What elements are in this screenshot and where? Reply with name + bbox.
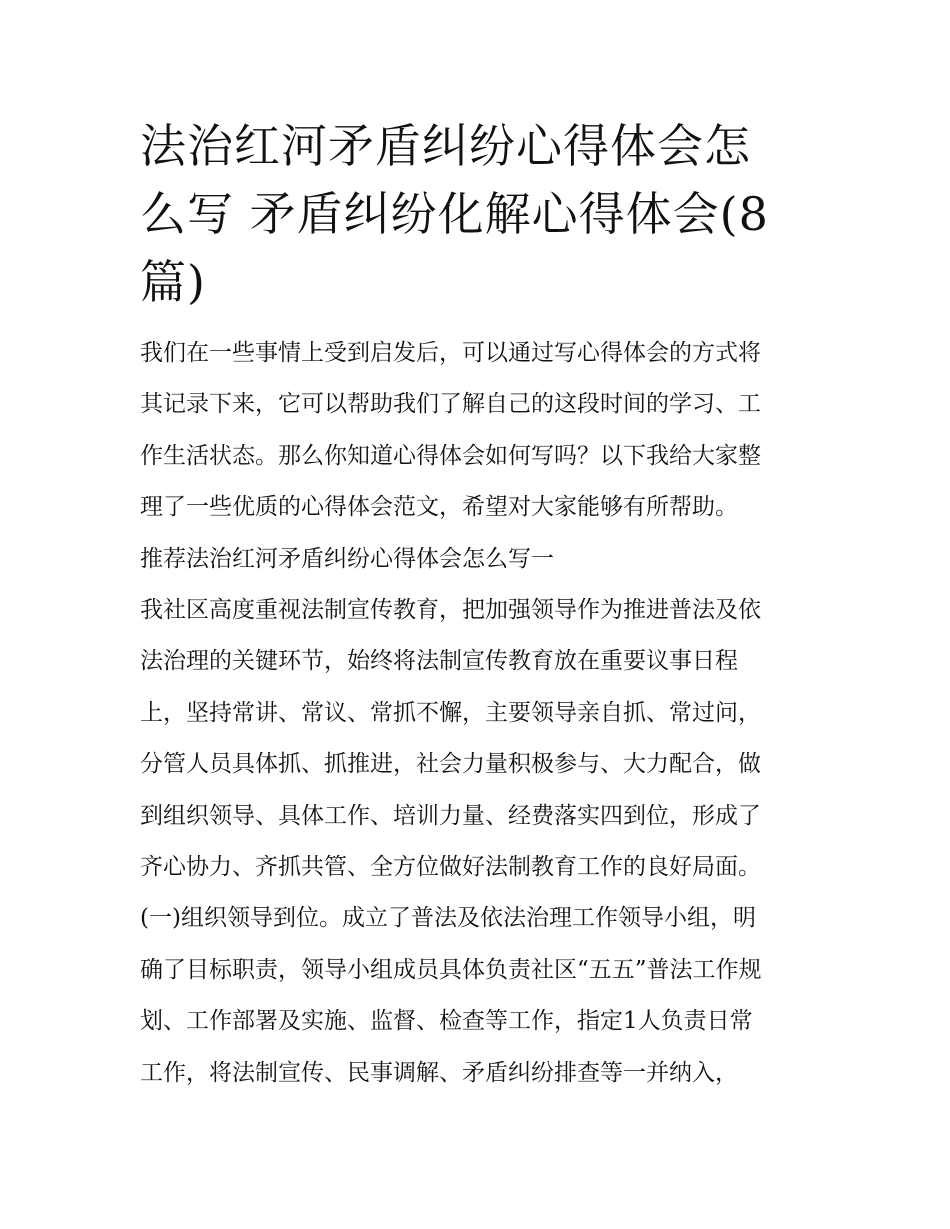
document-body [140, 328, 812, 1099]
title-line: 篇) [140, 255, 206, 309]
title-line: 法治红河矛盾纠纷心得体会怎 [140, 119, 751, 173]
paragraph-line: 到组织领导、具体工作、培训力量、经费落实四到位，形成了 [140, 802, 761, 829]
intro-line: 理了一些优质的心得体会范文，希望对大家能够有所帮助。 [140, 494, 738, 521]
paragraph-line: 法治理的关键环节，始终将法制宣传教育放在重要议事日程 [140, 648, 738, 675]
paragraph-line: 工作，将法制宣传、民事调解、矛盾纠纷排查等一并纳入， [140, 1059, 738, 1086]
title-line: 么写 矛盾纠纷化解心得体会(8 [140, 187, 769, 241]
paragraph-line: (一)组织领导到位。成立了普法及依法治理工作领导小组，明 [140, 905, 756, 932]
paragraph-line: 划、工作部署及实施、监督、检查等工作，指定1人负责日常 [140, 1008, 753, 1035]
paragraph-line: 确了目标职责，领导小组成员具体负责社区“五五”普法工作规 [140, 956, 762, 983]
intro-line: 作生活状态。那么你知道心得体会如何写吗？以下我给大家整 [140, 442, 761, 469]
paragraph-line: 齐心协力、齐抓共管、全方位做好法制教育工作的良好局面。 [140, 854, 761, 881]
document-content [140, 112, 812, 1099]
paragraph-line: 上，坚持常讲、常议、常抓不懈，主要领导亲自抓、常过问， [140, 699, 761, 726]
section-heading: 推荐法治红河矛盾纠纷心得体会怎么写一 [140, 545, 554, 572]
document-title [140, 112, 812, 316]
intro-line: 我们在一些事情上受到启发后，可以通过写心得体会的方式将 [140, 340, 761, 366]
paragraph-line: 分管人员具体抓、抓推进，社会力量积极参与、大力配合，做 [140, 751, 761, 778]
intro-line: 其记录下来，它可以帮助我们了解自己的这段时间的学习、工 [140, 391, 761, 418]
paragraph-line: 我社区高度重视法制宣传教育，把加强领导作为推进普法及依 [140, 597, 761, 624]
